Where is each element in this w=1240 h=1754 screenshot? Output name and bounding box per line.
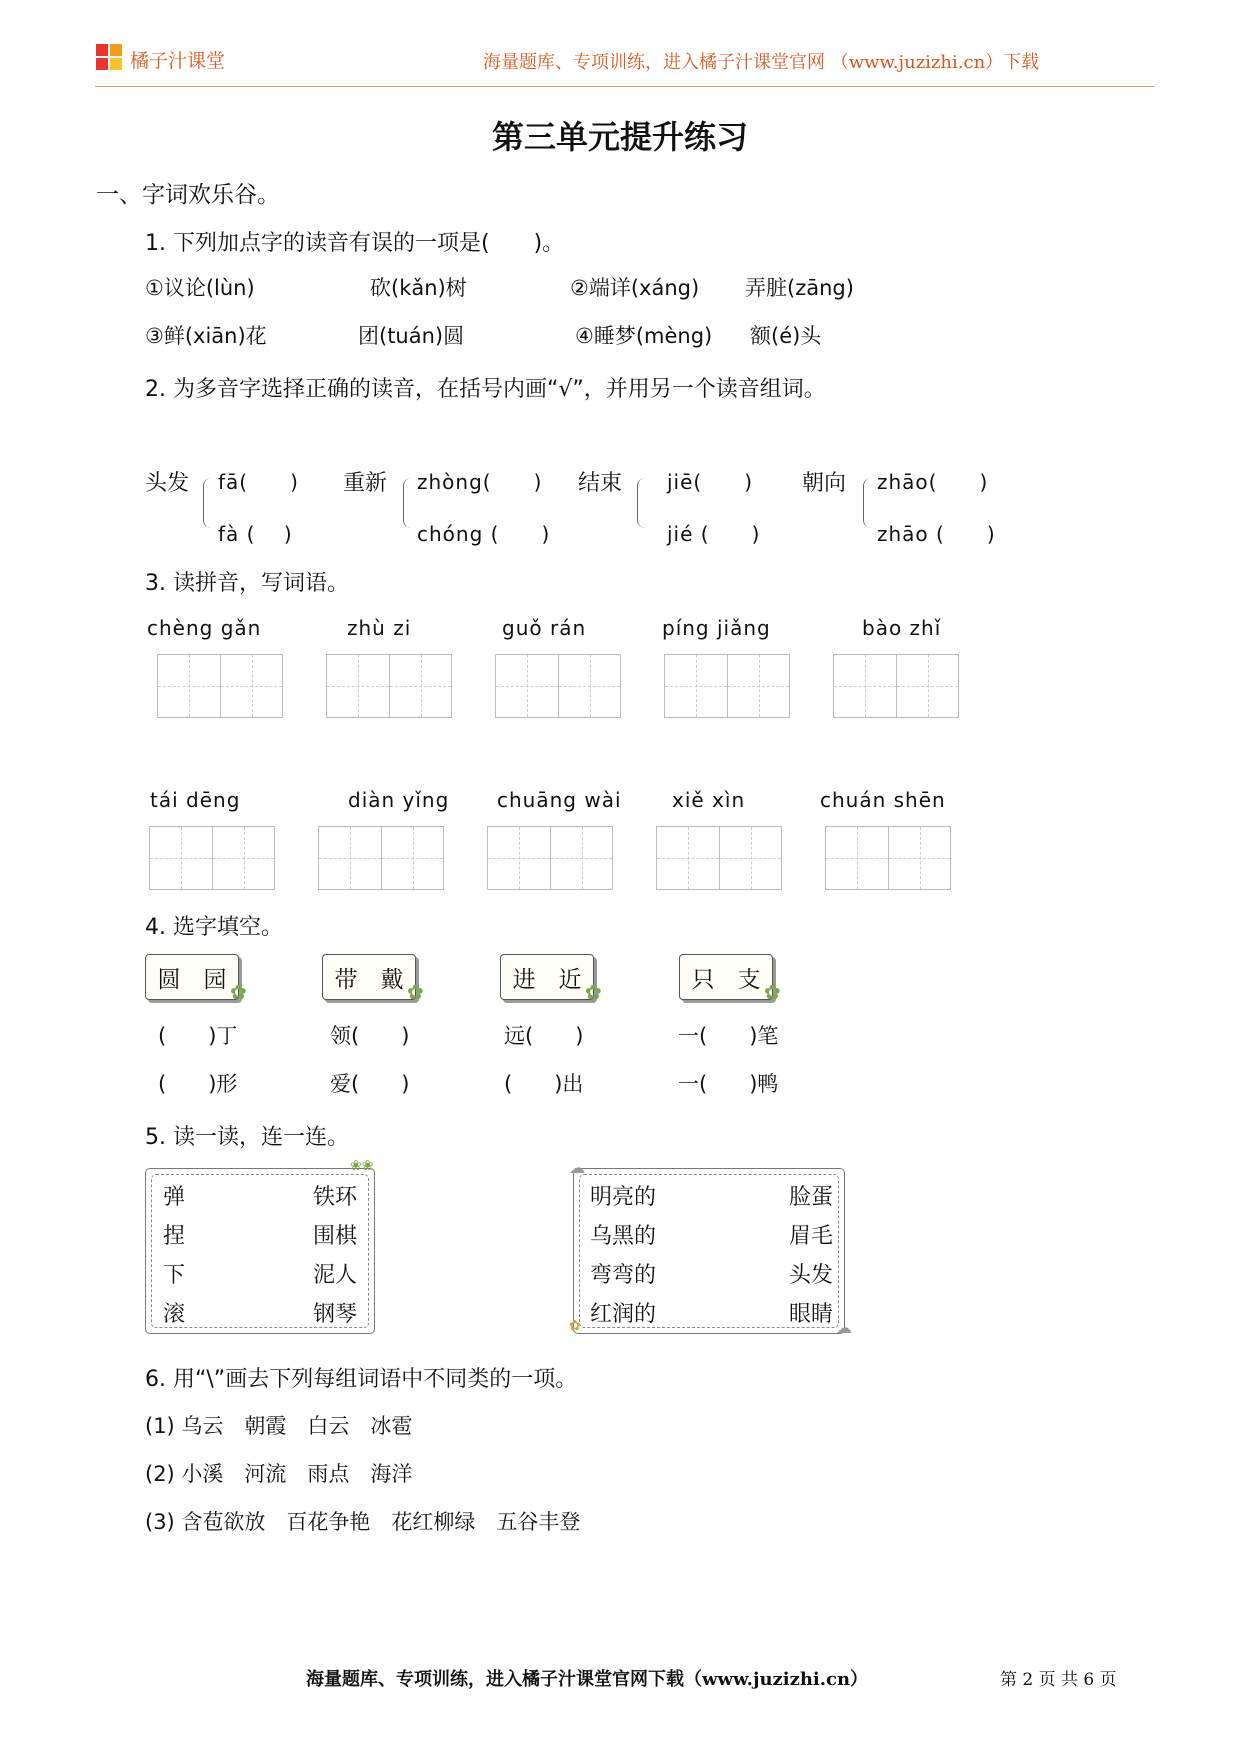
leaf-icon: ✿	[585, 980, 602, 1004]
leaf-icon: ✿	[764, 980, 781, 1004]
cloud-icon: ☁	[836, 1318, 852, 1337]
match-word[interactable]: 泥人	[313, 1263, 358, 1288]
match-word[interactable]: 滚	[163, 1302, 186, 1327]
choice-card	[679, 954, 773, 1000]
fill-blank[interactable]: ( )出	[504, 1072, 584, 1096]
page-number: 第 2 页 共 6 页	[1000, 1670, 1117, 1690]
reading-option: zhòng( )	[417, 470, 543, 494]
writing-grid[interactable]	[157, 654, 283, 718]
reading-option: jiē( )	[667, 470, 754, 494]
brand-logo-icon	[96, 44, 126, 74]
question-1: 1. 下列加点字的读音有误的一项是( )。	[145, 231, 565, 256]
match-word[interactable]: 钢琴	[313, 1302, 358, 1327]
fill-blank[interactable]: 领( )	[330, 1024, 410, 1048]
header-divider	[95, 86, 1155, 87]
match-word[interactable]: 头发	[789, 1263, 834, 1288]
pinyin-prompt: diàn yǐng	[348, 788, 450, 812]
reading-option: jié ( )	[667, 522, 761, 546]
brace-icon	[203, 478, 211, 528]
writing-grid[interactable]	[487, 826, 613, 890]
choice-char: 支	[737, 966, 761, 993]
choice-char: 戴	[380, 966, 404, 993]
word-group: (2) 小溪 河流 雨点 海洋	[145, 1462, 413, 1486]
footer-text: 海量题库、专项训练，进入橘子汁课堂官网下载（www.juzizhi.cn）	[306, 1669, 869, 1690]
match-word[interactable]: 捏	[163, 1224, 186, 1249]
choice-char: 圆	[157, 966, 181, 993]
question-2: 2. 为多音字选择正确的读音，在括号内画“√”，并用另一个读音组词。	[145, 377, 826, 402]
pinyin-prompt: xiě xìn	[672, 788, 746, 812]
polyphone-word: 重新	[343, 471, 388, 496]
match-word[interactable]: 脸蛋	[789, 1185, 834, 1210]
question-6: 6. 用“\”画去下列每组词语中不同类的一项。	[145, 1367, 578, 1392]
question-4: 4. 选字填空。	[145, 915, 283, 940]
reading-option: fà ( )	[218, 522, 293, 546]
q1-option: 团(tuán)圆	[358, 324, 465, 348]
polyphone-word: 头发	[145, 471, 190, 496]
question-3: 3. 读拼音，写词语。	[145, 571, 349, 596]
choice-card	[322, 954, 416, 1000]
match-word[interactable]: 下	[163, 1263, 186, 1288]
choice-char: 只	[691, 966, 715, 993]
choice-char: 近	[558, 966, 582, 993]
pinyin-prompt: guǒ rán	[502, 616, 587, 640]
match-word[interactable]: 弯弯的	[590, 1263, 657, 1288]
pinyin-prompt: chèng gǎn	[147, 616, 262, 640]
fill-blank[interactable]: 一( )鸭	[678, 1072, 779, 1096]
pinyin-prompt: zhù zi	[347, 616, 412, 640]
match-word[interactable]: 明亮的	[590, 1185, 657, 1210]
leaf-icon: ✿	[407, 980, 424, 1004]
writing-grid[interactable]	[825, 826, 951, 890]
pinyin-prompt: bào zhǐ	[862, 616, 942, 640]
leaf-icon: ✿	[230, 980, 247, 1004]
writing-grid[interactable]	[149, 826, 275, 890]
section-heading: 一、字词欢乐谷。	[96, 182, 280, 208]
match-word[interactable]: 弹	[163, 1185, 186, 1210]
writing-grid[interactable]	[318, 826, 444, 890]
brace-icon	[403, 478, 411, 528]
brace-icon	[637, 478, 645, 528]
brand-name: 橘子汁课堂	[130, 50, 226, 72]
flower-icon: ✿	[569, 1318, 581, 1334]
writing-grid[interactable]	[664, 654, 790, 718]
match-word[interactable]: 眉毛	[789, 1224, 834, 1249]
brace-icon	[863, 478, 871, 528]
reading-option: zhāo( )	[877, 470, 989, 494]
match-word[interactable]: 围棋	[313, 1224, 358, 1249]
pinyin-prompt: chuāng wài	[497, 788, 622, 812]
fill-blank[interactable]: 远( )	[504, 1024, 584, 1048]
q1-option: ③鲜(xiān)花	[145, 324, 267, 348]
match-word[interactable]: 乌黑的	[590, 1224, 657, 1249]
match-word[interactable]: 红润的	[590, 1302, 657, 1327]
pinyin-prompt: chuán shēn	[820, 788, 946, 812]
q1-option: 砍(kǎn)树	[370, 276, 467, 300]
vine-icon: ❀❀	[350, 1158, 374, 1174]
header-tagline: 海量题库、专项训练，进入橘子汁课堂官网 （www.juzizhi.cn）下载	[483, 52, 1040, 73]
fill-blank[interactable]: ( )形	[158, 1072, 238, 1096]
q1-option: ②端详(xáng)	[570, 276, 700, 300]
match-word[interactable]: 铁环	[313, 1185, 358, 1210]
choice-char: 进	[512, 966, 536, 993]
q1-option: ④睡梦(mèng)	[575, 324, 713, 348]
fill-blank[interactable]: ( )丁	[158, 1024, 238, 1048]
word-group: (3) 含苞欲放 百花争艳 花红柳绿 五谷丰登	[145, 1510, 581, 1534]
choice-card	[145, 954, 239, 1000]
choice-char: 园	[203, 966, 227, 993]
question-5: 5. 读一读，连一连。	[145, 1125, 349, 1150]
choice-card	[500, 954, 594, 1000]
match-word[interactable]: 眼睛	[789, 1302, 834, 1327]
polyphone-word: 结束	[578, 471, 623, 496]
writing-grid[interactable]	[833, 654, 959, 718]
reading-option: zhāo ( )	[877, 522, 996, 546]
choice-char: 带	[334, 966, 358, 993]
q1-option: 额(é)头	[750, 324, 822, 348]
q1-option: ①议论(lùn)	[145, 276, 255, 300]
fill-blank[interactable]: 爱( )	[330, 1072, 410, 1096]
reading-option: chóng ( )	[417, 522, 551, 546]
pinyin-prompt: píng jiǎng	[662, 616, 771, 640]
q1-option: 弄脏(zāng)	[745, 276, 854, 300]
writing-grid[interactable]	[656, 826, 782, 890]
fill-blank[interactable]: 一( )笔	[678, 1024, 779, 1048]
pinyin-prompt: tái dēng	[150, 788, 241, 812]
writing-grid[interactable]	[495, 654, 621, 718]
cloud-icon: ☁	[569, 1158, 585, 1177]
writing-grid[interactable]	[326, 654, 452, 718]
page-title: 第三单元提升练习	[491, 118, 748, 156]
reading-option: fā( )	[218, 470, 299, 494]
polyphone-word: 朝向	[802, 471, 847, 496]
word-group: (1) 乌云 朝霞 白云 冰雹	[145, 1414, 413, 1438]
